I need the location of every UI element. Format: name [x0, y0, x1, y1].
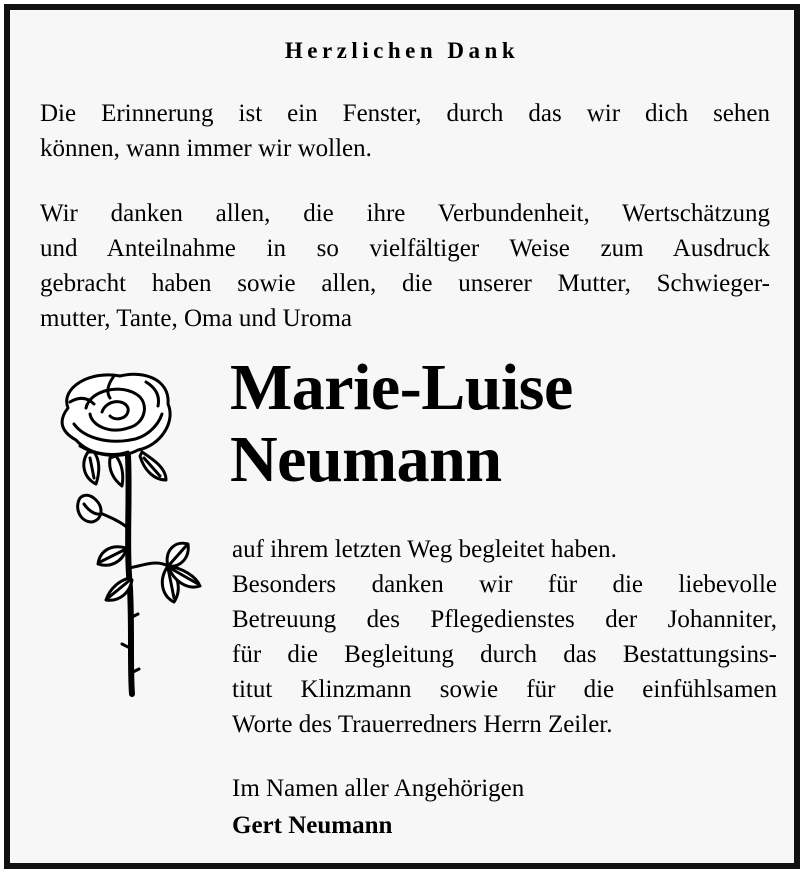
- name-line: Marie-Luise: [230, 351, 573, 424]
- memorial-quote: [40, 96, 770, 166]
- obituary-notice: [4, 4, 800, 869]
- thanks-line: und Anteilnahme in so vielfältiger Weise zum Ausdruck: [40, 235, 770, 262]
- thanks-continuation: [232, 532, 777, 742]
- deceased-name: [230, 352, 573, 496]
- thanks-paragraph: [40, 196, 770, 336]
- body-line: für die Begleitung durch das Bestattungsins-: [232, 641, 777, 668]
- quote-line: Die Erinnerung ist ein Fenster, durch das wir dich sehen: [40, 100, 770, 127]
- signature-name: Gert Neumann: [232, 812, 393, 839]
- body-line: Betreuung des Pflegedienstes der Johanniter,: [232, 606, 777, 633]
- thanks-line: Wir danken allen, die ihre Verbundenheit, Wertschätzung: [40, 200, 770, 227]
- body-line: Worte des Trauerredners Herrn Zeiler.: [232, 711, 613, 738]
- signature-block: [232, 770, 524, 844]
- rose-icon: [50, 368, 210, 698]
- name-line: Neumann: [230, 423, 502, 496]
- body-line: auf ihrem letzten Weg begleitet haben.: [232, 536, 617, 563]
- notice-heading: Herzlichen Dank: [284, 38, 520, 63]
- quote-line: können, wann immer wir wollen.: [40, 135, 372, 162]
- body-line: Besonders danken wir für die liebevolle: [232, 571, 777, 598]
- signature-intro: Im Namen aller Angehörigen: [232, 775, 525, 802]
- thanks-line: mutter, Tante, Oma und Uroma: [40, 305, 352, 332]
- thanks-line: gebracht haben sowie allen, die unserer Mutter, Schwieger-: [40, 270, 770, 297]
- body-line: titut Klinzmann sowie für die einfühlsamen: [232, 676, 777, 703]
